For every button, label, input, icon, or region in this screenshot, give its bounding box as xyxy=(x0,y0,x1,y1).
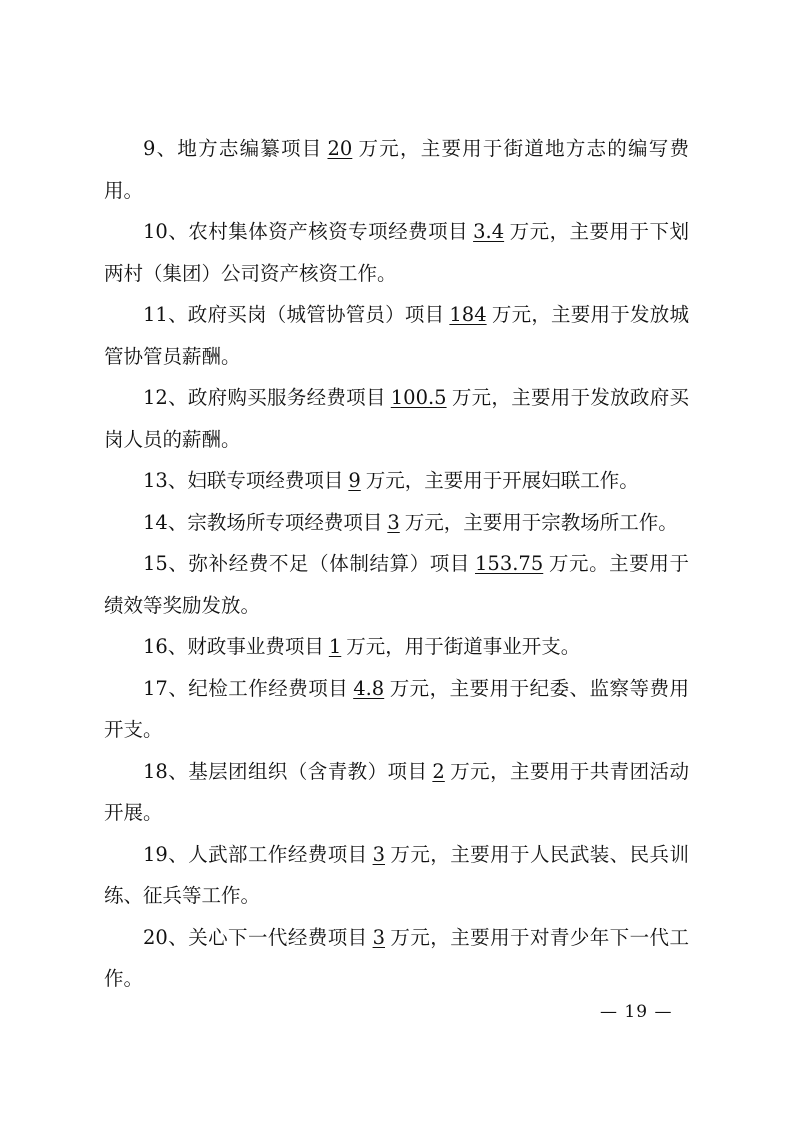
item-amount: 100.5 xyxy=(390,386,447,409)
item-description: 万元，主要用于纪委、监察等费用开支。 xyxy=(104,676,689,741)
budget-item-18 xyxy=(104,751,689,834)
item-title: 、人武部工作经费项目 xyxy=(167,842,368,866)
item-amount: 1 xyxy=(328,635,342,658)
item-title: 、弥补经费不足（体制结算）项目 xyxy=(167,552,471,575)
budget-item-9 xyxy=(104,128,689,211)
item-number: 12 xyxy=(143,386,168,409)
budget-item-16 xyxy=(104,626,689,668)
item-title: 、政府买岗（城管协管员）项目 xyxy=(167,303,445,326)
budget-item-20 xyxy=(104,917,689,1000)
item-amount: 3 xyxy=(387,510,400,534)
item-number: 19 xyxy=(143,842,168,866)
budget-item-12 xyxy=(104,377,689,460)
item-number: 13 xyxy=(143,469,168,492)
item-title: 、宗教场所专项经费项目 xyxy=(167,510,383,534)
item-title: 、妇联专项经费项目 xyxy=(167,469,344,492)
document-body xyxy=(104,128,689,1000)
item-amount: 9 xyxy=(348,469,361,492)
budget-item-13 xyxy=(104,460,689,502)
item-number: 20 xyxy=(143,925,168,949)
budget-item-17 xyxy=(104,668,689,751)
item-amount: 20 xyxy=(327,137,353,160)
item-description: 万元，主要用于下划两村（集团）公司资产核资工作。 xyxy=(104,220,689,285)
item-title: 、财政事业费项目 xyxy=(167,635,324,658)
item-number: 15 xyxy=(143,552,168,575)
item-title: 、基层团组织（含青教）项目 xyxy=(167,759,428,783)
item-description: 万元，主要用于发放城管协管员薪酬。 xyxy=(104,303,689,368)
item-amount: 3.4 xyxy=(473,220,505,243)
item-amount: 3 xyxy=(372,842,385,866)
item-description: 万元，用于街道事业开支。 xyxy=(346,635,581,658)
item-amount: 184 xyxy=(449,303,487,326)
budget-item-15 xyxy=(104,543,689,626)
item-amount: 153.75 xyxy=(475,552,544,575)
item-number: 9 xyxy=(143,137,156,160)
item-description: 万元，主要用于共青团活动开展。 xyxy=(104,759,689,824)
item-description: 万元，主要用于宗教场所工作。 xyxy=(404,510,678,534)
item-description: 万元，主要用于开展妇联工作。 xyxy=(365,469,639,492)
page-number: — 19 — xyxy=(600,1002,673,1022)
item-number: 16 xyxy=(143,635,168,658)
item-amount: 2 xyxy=(432,759,445,783)
item-amount: 3 xyxy=(372,925,385,949)
item-number: 14 xyxy=(143,510,168,534)
item-number: 10 xyxy=(143,220,168,243)
item-description: 万元，主要用于对青少年下一代工作。 xyxy=(104,925,689,990)
budget-item-11 xyxy=(104,294,689,377)
item-number: 17 xyxy=(143,676,168,700)
item-number: 18 xyxy=(143,759,168,783)
item-amount: 4.8 xyxy=(353,676,385,700)
item-description: 万元，主要用于发放政府买岗人员的薪酬。 xyxy=(104,386,689,451)
item-title: 、政府购买服务经费项目 xyxy=(167,386,386,409)
budget-item-10 xyxy=(104,211,689,294)
item-number: 11 xyxy=(143,303,168,326)
item-description: 万元，主要用于人民武装、民兵训练、征兵等工作。 xyxy=(104,842,689,907)
budget-item-19 xyxy=(104,834,689,917)
budget-item-14 xyxy=(104,502,689,544)
item-title: 、纪检工作经费项目 xyxy=(167,676,349,700)
item-title: 、地方志编纂项目 xyxy=(155,137,323,160)
item-description: 万元，主要用于街道地方志的编写费用。 xyxy=(104,137,689,202)
item-title: 、关心下一代经费项目 xyxy=(167,925,368,949)
item-title: 、农村集体资产核资专项经费项目 xyxy=(167,220,469,243)
item-description: 万元。主要用于绩效等奖励发放。 xyxy=(104,552,689,617)
